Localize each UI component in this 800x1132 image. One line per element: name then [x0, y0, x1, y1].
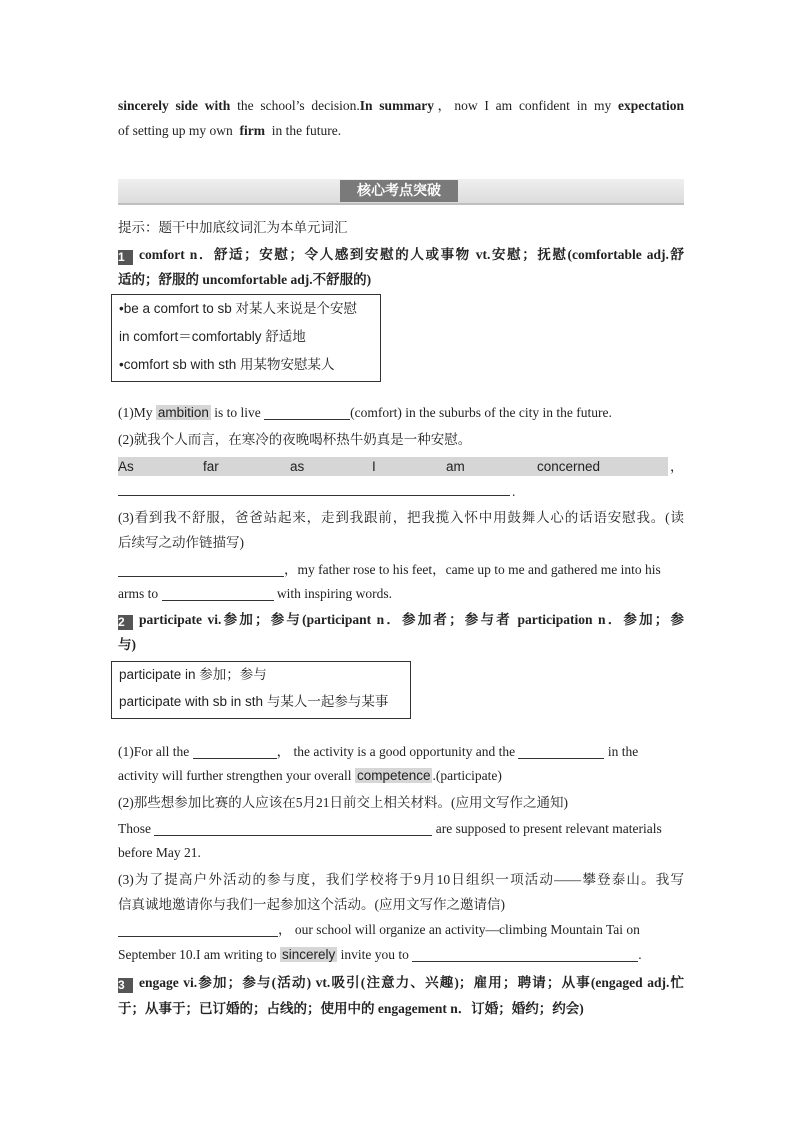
item1-headword-line2: 适的；舒服的 uncomfortable adj.不舒服的): [118, 272, 372, 287]
box-line: participate in 参加；参与: [119, 667, 267, 682]
sentence-word: as: [290, 459, 305, 474]
answer-blank[interactable]: [518, 744, 604, 759]
item2-question-3-cn-line2: 信真诚地邀请你与我们一起参加这个活动。(应用文写作之邀请信): [118, 897, 505, 912]
highlighted-word: competence: [356, 768, 431, 783]
item3-headword-line2: 于；从事于；已订婚的；占线的；使用中的 engagement n．订婚；婚约；约会): [118, 1001, 584, 1016]
item-number-badge: 2: [118, 615, 133, 630]
answer-blank[interactable]: [412, 947, 638, 962]
item1-question-3-cn-line2: 后续写之动作链描写): [118, 535, 244, 550]
highlighted-word: sincerely: [281, 947, 336, 962]
item2-question-3-cn: (3)为了提高户外活动的参与度，我们学校将于9月10日组织一项活动——攀登泰山。我写: [118, 872, 684, 887]
item2-question-3-en: ， our school will organize an activity—climbing Mountain Tai on: [118, 920, 684, 940]
box-line: in comfort＝comfortably 舒适地: [119, 329, 306, 344]
answer-blank[interactable]: [118, 922, 278, 937]
item-number-badge: 1: [118, 250, 133, 265]
answer-blank[interactable]: [193, 744, 277, 759]
answer-line[interactable]: [118, 495, 510, 496]
answer-blank[interactable]: [154, 821, 432, 836]
item-number-badge: 3: [118, 978, 133, 993]
item2-question-3-en-line2: September 10.I am writing to sincerely invite you to .: [118, 947, 642, 962]
box-line: participate with sb in sth 与某人一起参与某事: [119, 694, 389, 709]
item3-headword: 3 engage vi.参加；参与(活动) vt.吸引(注意力、兴趣)；雇用；聘请；从事(engaged adj.忙: [118, 975, 684, 992]
sentence-word: concerned: [537, 459, 601, 474]
item2-question-2-en: Those are supposed to present relevant materials: [118, 821, 662, 836]
item1-headword: 1 comfort n．舒适；安慰；令人感到安慰的人或事物 vt.安慰；抚慰(comfortable adj.舒: [118, 247, 684, 264]
item1-question-2-cn: (2)就我个人而言，在寒冷的夜晚喝杯热牛奶真是一种安慰。: [118, 432, 472, 447]
box-line: •be a comfort to sb 对某人来说是个安慰: [119, 301, 358, 316]
word-expectation: expectation: [618, 98, 685, 113]
item1-question-3-cn: (3)看到我不舒服，爸爸站起来，走到我跟前，把我揽入怀中用鼓舞人心的话语安慰我。(读: [118, 510, 684, 525]
item1-question-3-en: ，my father rose to his feet，came up to me and gathered me into his: [118, 560, 684, 580]
phrase-in-summary: In summary: [359, 98, 435, 113]
item2-question-2-en-line2: before May 21.: [118, 845, 201, 860]
intro-line-1: sincerely side with the school’s decision.In summary，now I am confident in my expectation: [118, 98, 685, 113]
word-firm: firm: [239, 123, 265, 138]
answer-blank[interactable]: [118, 562, 284, 577]
sentence-word: I: [372, 459, 376, 474]
item2-phrase-box: [111, 661, 411, 719]
sentence-word: As: [118, 459, 134, 474]
item2-question-1-line2: activity will further strengthen your overall competence .(participate): [118, 768, 502, 783]
sentence-word: am: [446, 459, 465, 474]
answer-blank[interactable]: [162, 586, 274, 601]
highlighted-word: ambition: [157, 405, 209, 420]
item2-question-1: (1)For all the ， the activity is a good opportunity and the in the: [118, 744, 639, 759]
item1-phrase-box: [111, 294, 381, 382]
answer-blank[interactable]: [264, 405, 350, 420]
item2-headword: 2 participate vi.参加；参与(participant n．参加者；参与者 participation n．参加；参: [118, 612, 684, 629]
hint-text: 提示：题干中加底纹词汇为本单元词汇: [118, 220, 348, 235]
phrase-sincerely-side-with: sincerely side with: [118, 98, 231, 113]
item2-question-2-cn: (2)那些想参加比赛的人应该在5月21日前交上相关材料。(应用文写作之通知): [118, 795, 568, 810]
comma: ，: [670, 459, 684, 474]
period: .: [512, 484, 516, 499]
box-line: •comfort sb with sth 用某物安慰某人: [119, 357, 335, 372]
intro-line-2: of setting up my own firm in the future.: [118, 123, 342, 138]
item2-headword-line2: 与): [118, 637, 136, 652]
sentence-word: far: [203, 459, 219, 474]
item1-question-3-en-line2: arms to with inspiring words.: [118, 586, 393, 601]
section-title: 核心考点突破: [340, 180, 458, 202]
item1-question-1: (1)My ambition is to live (comfort) in the suburbs of the city in the future.: [118, 405, 612, 420]
